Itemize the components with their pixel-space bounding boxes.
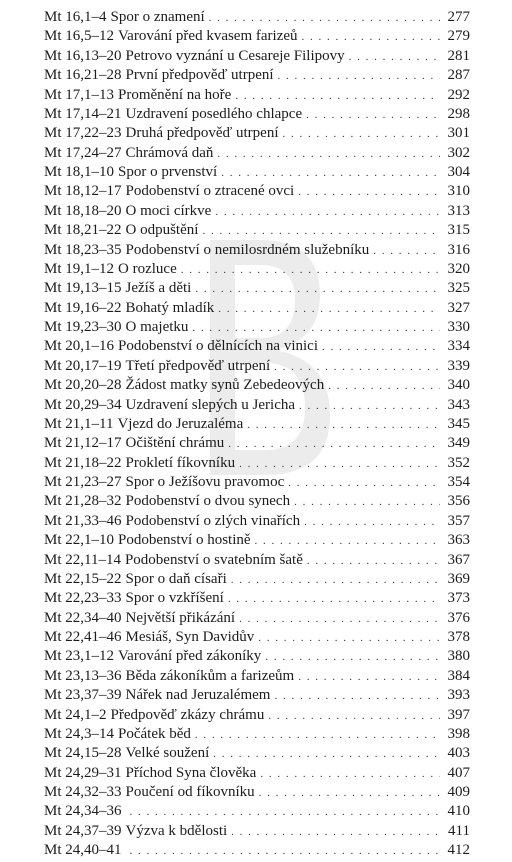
toc-entry-heading: Petrovo vyznání u Cesareje Filipovy [125,47,345,64]
toc-entry [44,706,470,725]
toc-entry-page-number: 279 [447,28,470,45]
toc-entry-page-number: 380 [447,648,470,665]
dot-leader [239,455,440,474]
toc-entry-reference: Mt 23,13–36 [44,667,122,684]
toc-entry-heading: Uzdravení posedlého chlapce [125,105,303,122]
toc-entry-reference: Mt 22,15–22 [44,570,122,587]
toc-entry [44,144,470,163]
toc-entry [44,27,470,46]
toc-entry-page-number: 376 [447,609,470,626]
toc-entry-title [44,454,235,473]
toc-entry [44,802,470,821]
toc-entry-reference: Mt 16,5–12 [44,28,115,45]
toc-entry-page-number: 302 [447,144,470,161]
dot-leader [306,106,440,125]
toc-entry-heading: Poučení od fíkovníku [125,784,255,800]
toc-entry-title [44,27,298,46]
toc-entry [44,357,470,376]
toc-entry-heading: Podobenství o svatebním šatě [124,551,303,568]
toc-entry-heading: Podobenství o nemilosrdném služebníku [125,241,370,258]
toc-entry-heading: Spor o Ježíšovu pravomoc [125,474,285,490]
toc-entry [44,454,470,473]
toc-entry-page-number: 339 [447,357,470,374]
toc-entry-heading: Chrámová daň [125,144,214,161]
toc-entry-title [44,783,255,802]
toc-entry [44,260,470,279]
toc-entry-title [44,706,264,725]
toc-entry-heading: Podobenství o dvou synech [125,493,291,510]
dot-leader [235,87,440,106]
toc-entry-reference: Mt 24,29–31 [44,764,122,781]
toc-entry-page-number: 287 [447,67,470,84]
toc-entry [44,686,470,705]
toc-entry-heading: Běda zákoníkům a farizeům [125,667,295,684]
toc-entry-heading: Podobenství o hostině [118,532,251,549]
toc-entry-title [44,744,209,763]
dot-leader [298,183,440,202]
toc-entry-title [44,221,198,240]
dot-leader [373,242,440,261]
toc-entry-heading: Prokletí fíkovníku [125,454,236,471]
toc-entry-reference: Mt 17,14–21 [44,105,122,122]
toc-entry-title [44,66,274,85]
toc-entry-reference: Mt 24,37–39 [44,822,122,839]
toc-entry-title [44,318,188,337]
toc-entry-page-number: 313 [447,202,470,219]
dot-leader [294,493,440,512]
toc-entry [44,299,470,318]
toc-entry [44,86,470,105]
toc-entry-page-number: 378 [447,629,470,645]
toc-entry-page-number: 412 [447,842,470,859]
toc-entry-reference: Mt 16,13–20 [44,47,122,64]
toc-entry-title [44,628,254,647]
toc-entry-reference: Mt 19,23–30 [44,319,122,335]
toc-entry-title [44,512,300,531]
toc-entry-heading: Počátek běd [118,725,191,742]
dot-leader [322,338,440,357]
toc-entry-page-number: 397 [447,706,470,723]
toc-entry-heading: O moci církve [125,202,212,219]
toc-entry-title [44,647,261,666]
dot-leader [231,571,440,590]
toc-entry-page-number: 277 [447,9,470,25]
toc-entry-heading: Spor o prvenství [118,164,218,180]
toc-entry-reference: Mt 20,1–16 [44,338,115,355]
toc-entry [44,376,470,395]
toc-entry-title [44,822,227,841]
toc-entry-title [44,434,224,453]
dot-leader [195,726,440,745]
toc-entry-title [44,279,191,298]
toc-entry-title [44,163,217,182]
toc-entry-heading: Podobenství o ztracené ovci [125,183,295,200]
toc-entry-title [44,299,214,318]
toc-entry-reference: Mt 24,1–2 [44,706,107,723]
toc-entry-reference: Mt 17,22–23 [44,125,122,142]
toc-entry-heading: Výzva k bdělosti [125,822,228,839]
toc-entry-title [44,667,294,686]
toc-entry-reference: Mt 24,3–14 [44,725,115,742]
toc-entry-heading: Podobenství o zlých vinařích [125,512,301,529]
toc-entry [44,163,470,182]
dot-leader [304,513,440,532]
toc-entry-page-number: 411 [448,822,470,839]
toc-entry-title [44,241,369,260]
dot-leader [192,319,440,338]
toc-entry-title [44,841,126,860]
toc-entry-heading: Spor o vzkříšení [125,590,224,607]
dot-leader [181,261,440,280]
toc-entry [44,434,470,453]
toc-entry-page-number: 340 [447,377,470,394]
toc-entry-title [44,202,211,221]
dot-leader [202,222,440,241]
toc-entry-page-number: 304 [447,164,470,180]
toc-entry [44,512,470,531]
toc-entry-heading: Vjezd do Jeruzaléma [117,415,244,432]
toc-entry-reference: Mt 21,12–17 [44,435,122,452]
toc-entry-title [44,376,324,395]
toc-entry-page-number: 393 [447,687,470,704]
toc-entry-heading: Předpověď zkázy chrámu [110,706,265,723]
dot-leader [278,67,440,86]
toc-entry-title [44,260,177,279]
toc-entry-reference: Mt 21,18–22 [44,454,122,471]
toc-entry-heading: Varování před kvasem farizeů [118,28,298,45]
dot-leader [265,648,440,667]
toc-entry [44,124,470,143]
toc-entry-title [44,531,251,550]
toc-entry [44,764,470,783]
dot-leader [231,823,440,842]
toc-entry [44,725,470,744]
toc-entry-page-number: 357 [447,512,470,529]
dot-leader [299,397,440,416]
toc-entry-page-number: 349 [447,435,470,452]
toc-entry [44,337,470,356]
toc-entry-page-number: 369 [447,570,470,587]
toc-entry-page-number: 281 [447,47,470,64]
toc-entry-reference: Mt 23,37–39 [44,687,122,704]
toc-entry-title [44,47,345,66]
toc-entry [44,473,470,492]
toc-entry [44,667,470,686]
toc-entry-title [44,396,295,415]
toc-entry-reference: Mt 22,23–33 [44,590,122,607]
dot-leader [130,803,440,822]
toc-entry-reference: Mt 18,1–10 [44,164,115,180]
toc-entry-title [44,357,270,376]
toc-entry-page-number: 292 [447,86,470,103]
toc-entry [44,822,470,841]
toc-entry [44,66,470,85]
toc-entry-heading: Ježíš a děti [125,280,192,297]
toc-entry-heading: Žádost matky synů Zebedeových [125,377,325,394]
dot-leader [209,9,440,28]
toc-entry-reference: Mt 22,1–10 [44,532,115,549]
toc-entry-heading: Očištění chrámu [125,435,225,452]
toc-entry-heading: Velké soužení [125,745,210,762]
dot-leader [228,590,440,609]
toc-entry-reference: Mt 19,16–22 [44,299,122,316]
dot-leader [288,474,440,493]
dot-leader [228,435,440,454]
toc-entry [44,221,470,240]
toc-entry-heading: Uzdravení slepých u Jericha [125,396,296,413]
dot-leader [298,668,440,687]
toc-entry-heading: Podobenství o dělnících na vinici [118,338,318,355]
toc-entry [44,841,470,860]
toc-entry [44,318,470,337]
toc-entry-page-number: 403 [447,745,470,762]
toc-entry-page-number: 298 [447,105,470,122]
toc-entry-title [44,609,235,628]
toc-entry-title [44,570,227,589]
toc-entry-heading: Bohatý mladík [125,299,215,316]
toc-entry-page-number: 327 [447,299,470,316]
toc-entry-title [44,492,290,511]
dot-leader [255,532,440,551]
toc-entry-page-number: 315 [447,222,470,239]
toc-entry-title [44,589,224,608]
toc-entry-heading: Třetí předpověď utrpení [125,357,271,374]
toc-entry-page-number: 320 [447,260,470,277]
dot-leader [215,203,440,222]
toc-entry-reference: Mt 17,24–27 [44,144,122,161]
toc-entry-heading: Varování před zákoníky [118,648,262,665]
dot-leader [302,28,440,47]
toc-entry-reference: Mt 20,17–19 [44,357,122,374]
toc-entry [44,551,470,570]
toc-entry [44,609,470,628]
toc-entry-reference: Mt 24,15–28 [44,745,122,762]
toc-entry-page-number: 356 [447,493,470,510]
toc-entry-page-number: 345 [447,415,470,432]
toc-entry-heading: Příchod Syna člověka [125,764,257,781]
toc-entry-page-number: 316 [447,241,470,258]
toc-entry-page-number: 407 [447,764,470,781]
toc-entry-reference: Mt 20,20–28 [44,377,122,394]
toc-entry-heading: Proměnění na hoře [118,86,232,103]
toc-entry-title [44,86,231,105]
toc-entry [44,492,470,511]
toc-entry [44,279,470,298]
table-of-contents [44,8,470,861]
toc-entry-title [44,8,205,27]
toc-entry-title [44,551,303,570]
toc-entry-reference: Mt 18,21–22 [44,222,122,239]
toc-entry-title [44,473,284,492]
toc-entry [44,415,470,434]
toc-entry-reference: Mt 21,1–11 [44,415,114,432]
dot-leader [268,707,440,726]
toc-entry-page-number: 334 [447,338,470,355]
toc-entry-heading: Nářek nad Jeruzalémem [125,687,271,704]
dot-leader [247,416,440,435]
toc-entry-heading: Druhá předpověď utrpení [125,125,279,142]
toc-entry-page-number: 325 [447,280,470,297]
toc-entry-title [44,725,191,744]
dot-leader [218,300,440,319]
dot-leader [258,629,440,648]
dot-leader [260,765,440,784]
toc-entry-title [44,124,279,143]
toc-entry [44,628,470,647]
toc-entry-page-number: 410 [447,803,470,820]
toc-entry-reference: Mt 22,41–46 [44,629,122,645]
toc-entry-heading: Spor o znamení [110,9,205,25]
toc-entry-title [44,337,318,356]
toc-entry-reference: Mt 21,23–27 [44,474,122,490]
toc-entry-reference: Mt 20,29–34 [44,396,122,413]
dot-leader [307,552,440,571]
dot-leader [221,164,440,183]
toc-entry-page-number: 301 [447,125,470,142]
toc-entry [44,105,470,124]
toc-entry-reference: Mt 24,40–41 [44,842,122,859]
toc-entry [44,241,470,260]
toc-entry-reference: Mt 23,1–12 [44,648,115,665]
toc-entry-reference: Mt 21,33–46 [44,512,122,529]
toc-entry-page-number: 343 [447,396,470,413]
toc-entry-page-number: 409 [447,784,470,800]
dot-leader [195,280,440,299]
toc-entry-title [44,182,294,201]
dot-leader [349,48,440,67]
toc-entry-reference: Mt 22,11–14 [44,551,121,568]
toc-entry-title [44,802,126,821]
toc-entry-reference: Mt 24,32–33 [44,784,122,800]
dot-leader [328,377,440,396]
toc-entry [44,8,470,27]
toc-entry-reference: Mt 19,1–12 [44,260,115,277]
dot-leader [213,745,440,764]
toc-entry [44,647,470,666]
toc-entry-reference: Mt 21,28–32 [44,493,122,510]
toc-entry [44,182,470,201]
dot-leader [239,610,440,629]
toc-entry-heading: O majetku [125,319,189,335]
toc-entry-title [44,764,256,783]
toc-entry [44,589,470,608]
toc-entry-heading: O rozluce [118,260,177,277]
dot-leader [274,687,440,706]
toc-entry-page-number: 367 [447,551,470,568]
toc-entry-heading: Mesiáš, Syn Davidův [125,629,255,645]
toc-entry-page-number: 354 [447,474,470,490]
toc-entry-reference: Mt 22,34–40 [44,609,122,626]
toc-entry [44,47,470,66]
toc-entry-page-number: 398 [447,725,470,742]
toc-entry [44,396,470,415]
dot-leader [130,842,440,861]
toc-entry-heading: První předpověď utrpení [125,67,274,84]
toc-entry [44,570,470,589]
toc-entry [44,531,470,550]
toc-entry-page-number: 330 [447,319,470,335]
toc-entry-reference: Mt 18,18–20 [44,202,122,219]
toc-entry [44,202,470,221]
toc-entry [44,783,470,802]
dot-leader [283,125,441,144]
toc-entry-page-number: 373 [447,590,470,607]
toc-entry-reference: Mt 19,13–15 [44,280,122,297]
dot-leader [274,358,440,377]
toc-entry-reference: Mt 24,34–36 [44,803,122,820]
toc-entry-page-number: 352 [447,454,470,471]
toc-entry [44,744,470,763]
toc-entry-heading: Největší přikázání [125,609,236,626]
toc-entry-reference: Mt 17,1–13 [44,86,115,103]
toc-entry-page-number: 363 [447,532,470,549]
toc-entry-heading: O odpuštění [125,222,199,239]
toc-entry-heading: Spor o daň císaři [125,570,227,587]
toc-entry-title [44,686,270,705]
dot-leader [217,145,440,164]
toc-entry-page-number: 384 [447,667,470,684]
toc-entry-page-number: 310 [447,183,470,200]
toc-entry-title [44,415,243,434]
toc-entry-reference: Mt 18,12–17 [44,183,122,200]
toc-entry-reference: Mt 16,21–28 [44,67,122,84]
toc-entry-title [44,105,302,124]
toc-entry-reference: Mt 16,1–4 [44,9,107,25]
toc-entry-reference: Mt 18,23–35 [44,241,122,258]
toc-entry-title [44,144,213,163]
